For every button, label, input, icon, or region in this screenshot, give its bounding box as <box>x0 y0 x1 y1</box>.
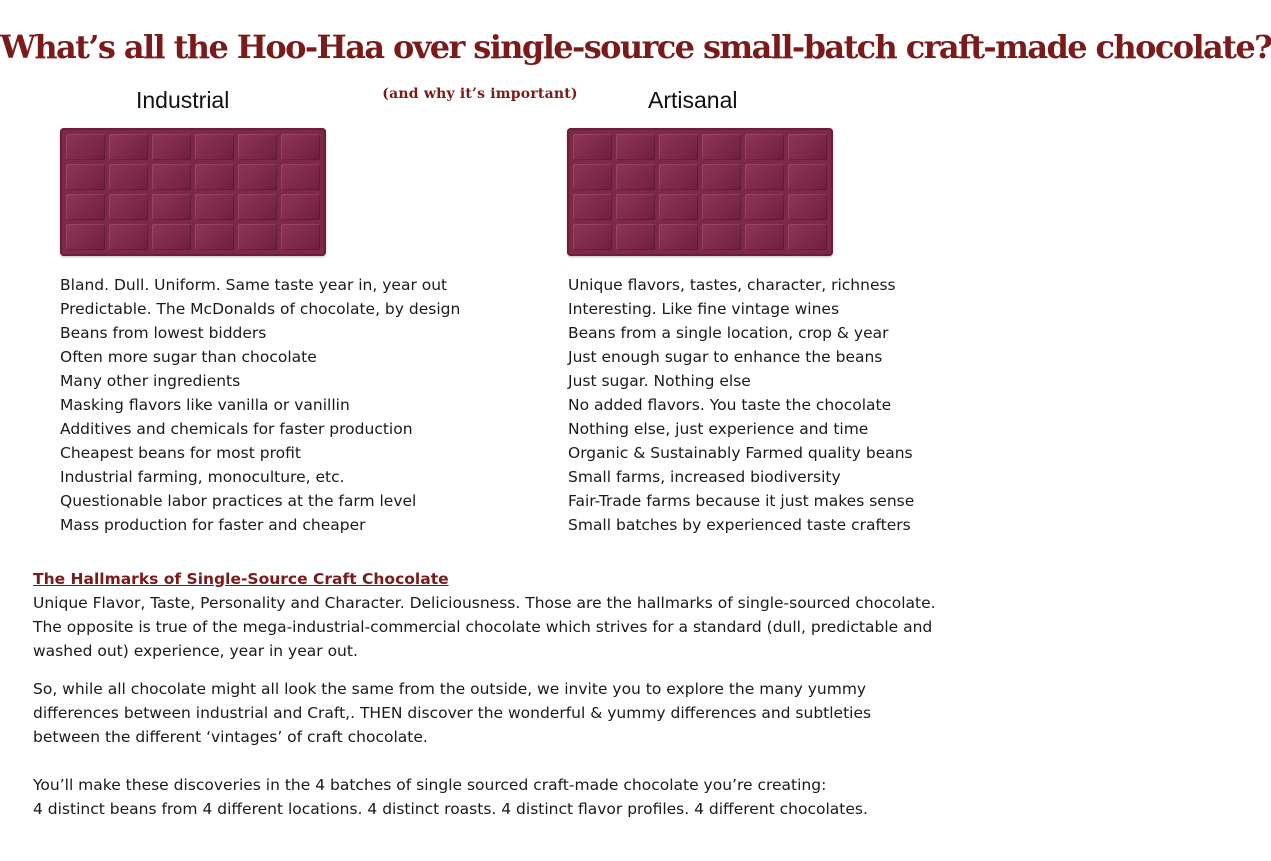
list-item: Additives and chemicals for faster production <box>60 420 413 438</box>
chocolate-piece <box>109 194 148 220</box>
chocolate-piece <box>659 194 698 220</box>
chocolate-piece <box>788 194 827 220</box>
chocolate-piece <box>66 224 105 250</box>
hallmarks-section <box>33 567 938 821</box>
list-item: Small farms, increased biodiversity <box>568 468 841 486</box>
hallmarks-paragraph-1: Unique Flavor, Taste, Personality and Character. Deliciousness. Those are the hallmarks of single-sourced chocolate. The opposite is true of the mega-industrial-commercial chocolate which strives for a standard (dull, predictable and washed out) experience, year in year out. <box>33 594 936 660</box>
artisanal-heading: Artisanal <box>648 87 738 113</box>
list-item: Predictable. The McDonalds of chocolate, by design <box>60 300 461 318</box>
list-item: Nothing else, just experience and time <box>568 420 869 438</box>
chocolate-piece <box>66 194 105 220</box>
list-item: Beans from lowest bidders <box>60 324 267 342</box>
chocolate-piece <box>195 224 234 250</box>
chocolate-piece <box>659 224 698 250</box>
list-item: Fair-Trade farms because it just makes sense <box>568 492 915 510</box>
industrial-heading: Industrial <box>136 87 230 113</box>
chocolate-piece <box>66 164 105 190</box>
chocolate-piece <box>702 134 741 160</box>
list-item: Masking flavors like vanilla or vanillin <box>60 396 350 414</box>
chocolate-piece <box>109 224 148 250</box>
list-item: Many other ingredients <box>60 372 241 390</box>
list-item: Mass production for faster and cheaper <box>60 516 366 534</box>
hallmarks-paragraph-3a: You’ll make these discoveries in the 4 batches of single sourced craft-made chocolate you’re creating: <box>33 776 827 794</box>
artisanal-chocolate-bar-image <box>567 128 833 256</box>
chocolate-piece <box>573 164 612 190</box>
chocolate-piece <box>616 134 655 160</box>
list-item: Unique flavors, tastes, character, richness <box>568 276 896 294</box>
chocolate-piece <box>745 194 784 220</box>
page-subtitle: (and why it’s important) <box>382 86 578 102</box>
chocolate-piece <box>109 134 148 160</box>
chocolate-piece <box>702 194 741 220</box>
industrial-traits-list <box>60 273 460 537</box>
chocolate-piece <box>238 164 277 190</box>
chocolate-piece <box>152 134 191 160</box>
chocolate-piece <box>281 194 320 220</box>
artisanal-traits-list <box>568 273 914 537</box>
list-item: Just enough sugar to enhance the beans <box>568 348 883 366</box>
chocolate-piece <box>659 134 698 160</box>
chocolate-piece <box>616 194 655 220</box>
chocolate-piece <box>616 164 655 190</box>
chocolate-piece <box>573 194 612 220</box>
chocolate-piece <box>281 224 320 250</box>
chocolate-piece <box>659 164 698 190</box>
page-title: What’s all the Hoo-Haa over single-source small-batch craft-made chocolate? <box>0 28 1271 66</box>
list-item: Industrial farming, monoculture, etc. <box>60 468 345 486</box>
chocolate-piece <box>616 224 655 250</box>
chocolate-piece <box>152 224 191 250</box>
chocolate-piece <box>66 134 105 160</box>
list-item: Organic & Sustainably Farmed quality beans <box>568 444 913 462</box>
industrial-chocolate-bar-image <box>60 128 326 256</box>
chocolate-piece <box>238 134 277 160</box>
chocolate-piece <box>152 194 191 220</box>
chocolate-piece <box>281 164 320 190</box>
chocolate-piece <box>238 224 277 250</box>
chocolate-piece <box>152 164 191 190</box>
chocolate-piece <box>281 134 320 160</box>
list-item: Often more sugar than chocolate <box>60 348 317 366</box>
chocolate-piece <box>195 134 234 160</box>
list-item: Cheapest beans for most profit <box>60 444 301 462</box>
list-item: Questionable labor practices at the farm level <box>60 492 417 510</box>
chocolate-piece <box>745 224 784 250</box>
chocolate-piece <box>788 164 827 190</box>
chocolate-piece <box>788 224 827 250</box>
chocolate-piece <box>702 224 741 250</box>
chocolate-piece <box>745 164 784 190</box>
list-item: Bland. Dull. Uniform. Same taste year in, year out <box>60 276 448 294</box>
list-item: Beans from a single location, crop & year <box>568 324 889 342</box>
list-item: Just sugar. Nothing else <box>568 372 751 390</box>
chocolate-piece <box>573 224 612 250</box>
hallmarks-heading: The Hallmarks of Single-Source Craft Chocolate <box>33 570 449 588</box>
hallmarks-paragraph-2: So, while all chocolate might all look the same from the outside, we invite you to explore the many yummy differences between industrial and Craft,. THEN discover the wonderful & yummy differences and subtleties between the different ‘vintages’ of craft chocolate. <box>33 680 872 746</box>
list-item: Small batches by experienced taste crafters <box>568 516 911 534</box>
chocolate-piece <box>745 134 784 160</box>
chocolate-piece <box>702 164 741 190</box>
chocolate-piece <box>195 194 234 220</box>
chocolate-piece <box>195 164 234 190</box>
chocolate-piece <box>109 164 148 190</box>
list-item: Interesting. Like fine vintage wines <box>568 300 840 318</box>
chocolate-piece <box>238 194 277 220</box>
chocolate-piece <box>573 134 612 160</box>
hallmarks-paragraph-3b: 4 distinct beans from 4 different locations. 4 distinct roasts. 4 distinct flavor profiles. 4 different chocolates. <box>33 800 868 818</box>
chocolate-piece <box>788 134 827 160</box>
list-item: No added flavors. You taste the chocolate <box>568 396 892 414</box>
